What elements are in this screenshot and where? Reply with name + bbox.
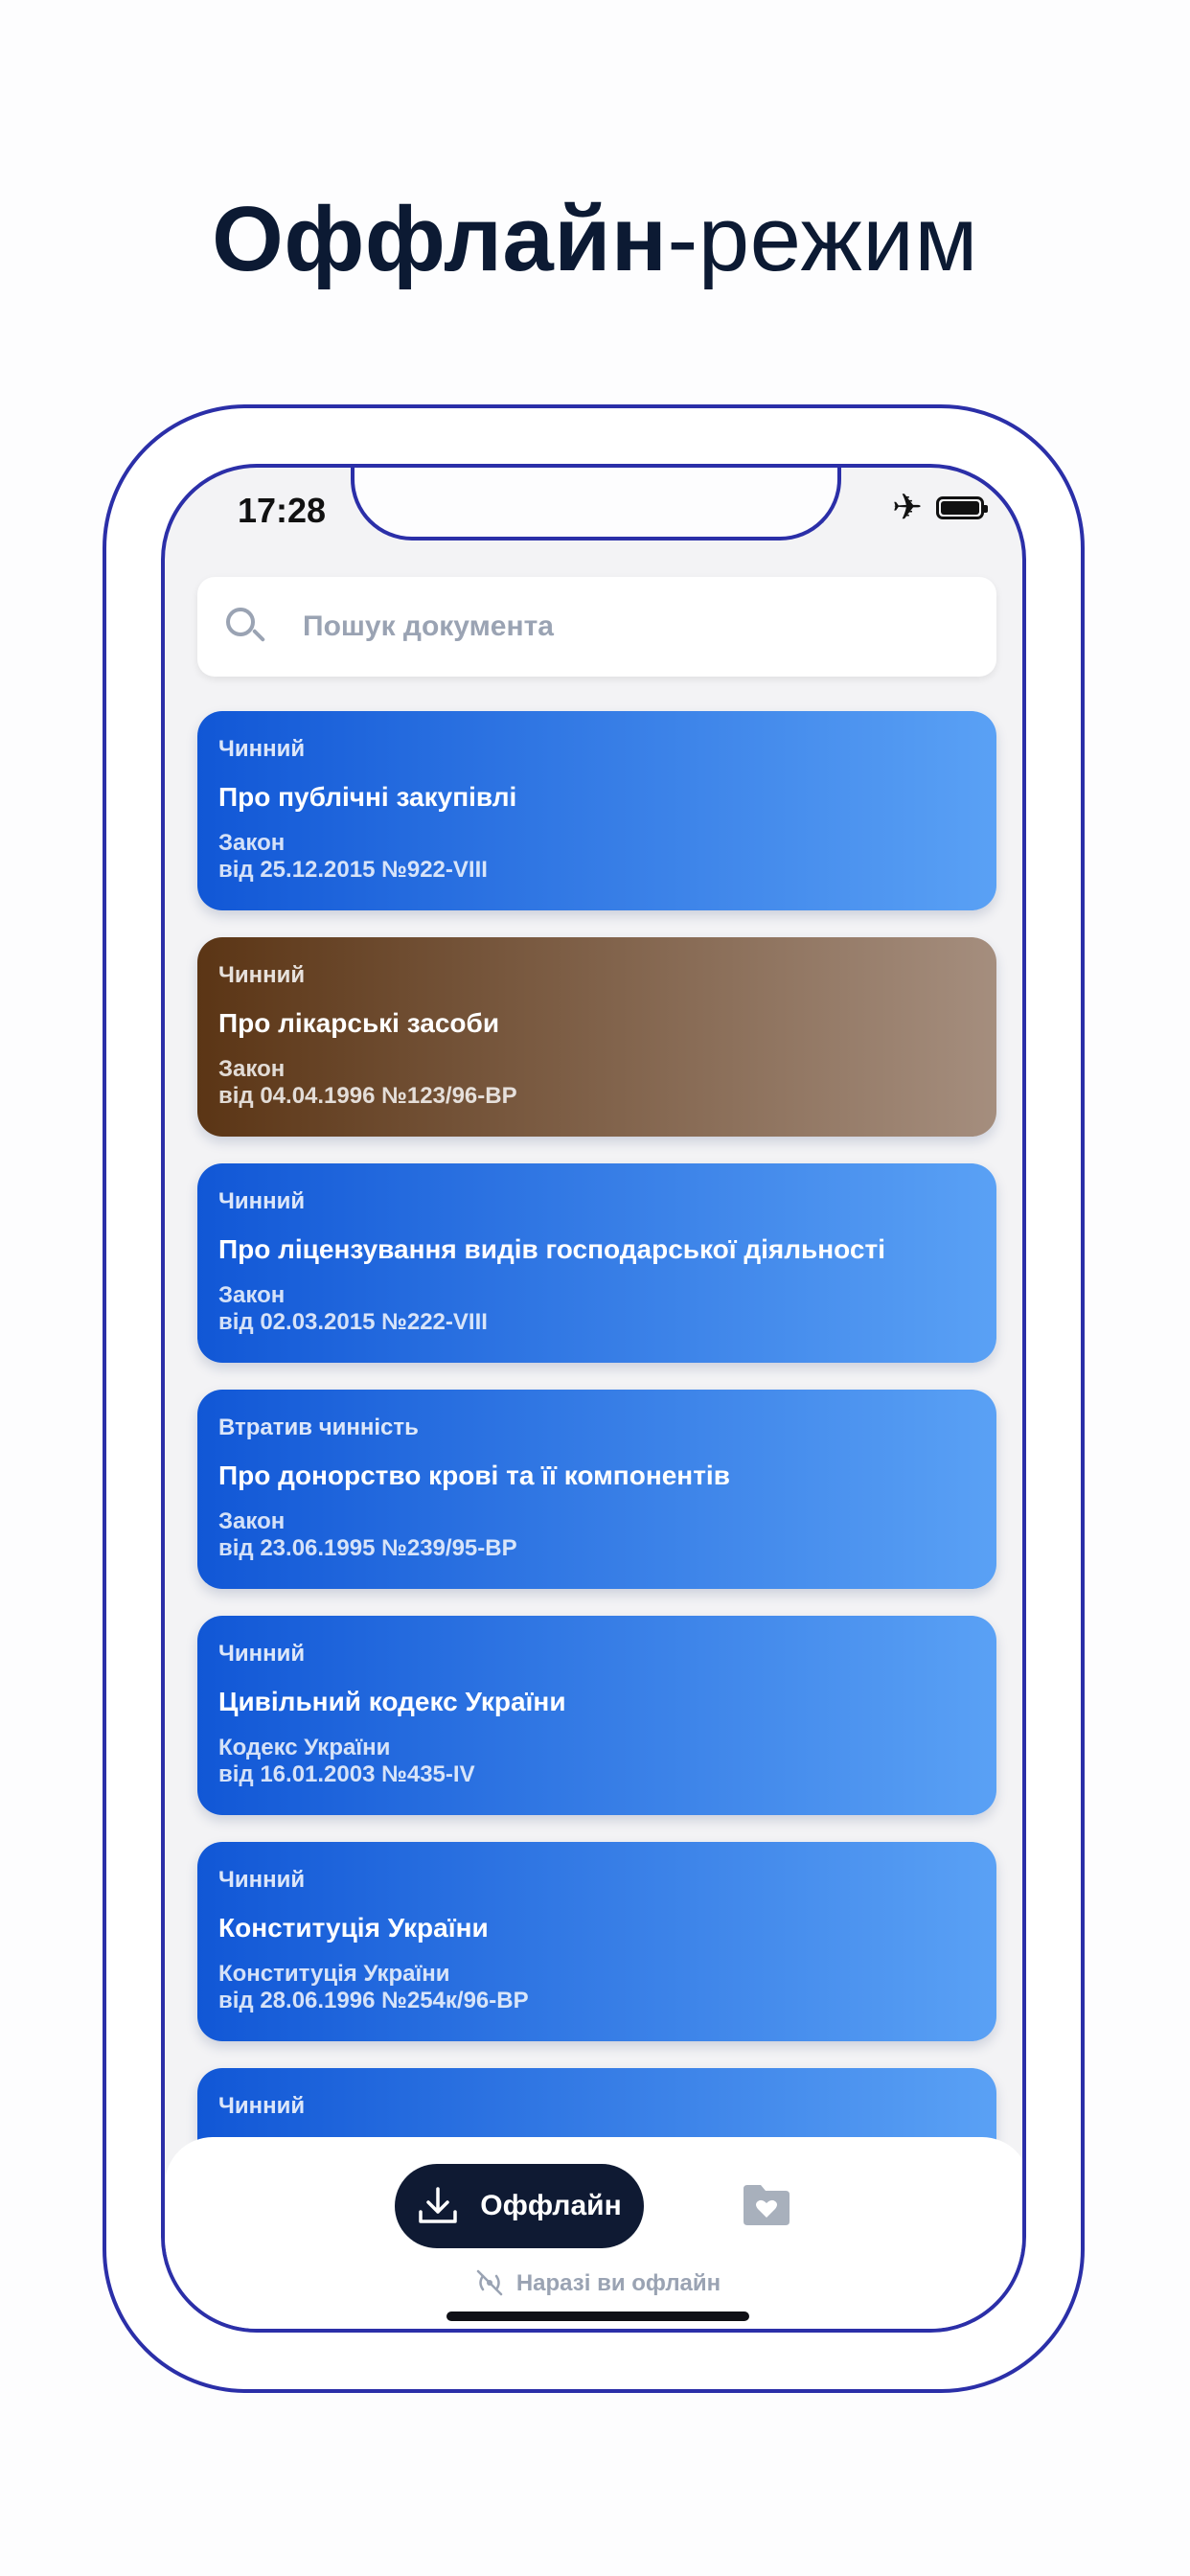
airplane-icon: ✈ (892, 488, 923, 528)
document-title: Про ліцензування видів господарської діяльності (218, 1234, 885, 1264)
document-type: Закон (218, 1282, 286, 1308)
document-card[interactable] (197, 1163, 996, 1363)
document-title: Конституція України (218, 1913, 489, 1943)
document-card[interactable] (197, 1390, 996, 1589)
document-type: Кодекс України (218, 1735, 391, 1760)
document-details: від 04.04.1996 №123/96-ВР (218, 1083, 517, 1109)
download-icon (417, 2185, 459, 2227)
notch (351, 464, 841, 540)
document-status: Чинний (218, 1641, 306, 1667)
offline-button[interactable] (395, 2164, 644, 2248)
search-input[interactable] (301, 610, 918, 644)
document-card[interactable] (197, 711, 996, 910)
battery-icon (936, 496, 984, 519)
search-bar[interactable] (197, 577, 996, 677)
phone-screen (161, 464, 1026, 2333)
document-status: Чинний (218, 1867, 306, 1893)
document-type: Закон (218, 1508, 286, 1534)
document-details: від 16.01.2003 №435-IV (218, 1761, 475, 1787)
document-status: Чинний (218, 736, 306, 762)
status-icons (892, 489, 984, 527)
document-status: Чинний (218, 962, 306, 988)
document-status: Чинний (218, 1188, 306, 1214)
document-status: Втратив чинність (218, 1414, 419, 1440)
document-type: Закон (218, 830, 286, 856)
document-card[interactable] (197, 1842, 996, 2041)
document-title: Цивільний кодекс України (218, 1687, 566, 1716)
document-details: від 02.03.2015 №222-VIII (218, 1309, 488, 1335)
offline-button-label: Оффлайн (480, 2190, 622, 2221)
document-details: від 23.06.1995 №239/95-ВР (218, 1535, 517, 1561)
document-card[interactable] (197, 1616, 996, 1815)
document-title: Про публічні закупівлі (218, 782, 517, 812)
headline-light: -режим (667, 188, 978, 290)
offline-status-text: Наразі ви офлайн (515, 2270, 721, 2296)
document-status: Чинний (218, 2093, 306, 2119)
document-card[interactable] (197, 937, 996, 1137)
headline-bold: Оффлайн (212, 188, 668, 290)
offline-status (165, 2267, 1026, 2298)
home-indicator (446, 2312, 749, 2321)
document-list (197, 711, 996, 2294)
favorite-folder-icon[interactable] (742, 2183, 791, 2227)
document-title: Про лікарські засоби (218, 1008, 500, 1038)
document-details: від 28.06.1996 №254к/96-ВР (218, 1988, 529, 2013)
headline (0, 182, 1190, 297)
document-details: від 25.12.2015 №922-VIII (218, 857, 488, 883)
document-title: Про донорство крові та її компонентів (218, 1460, 730, 1490)
no-connection-icon (474, 2267, 505, 2298)
status-time: 17:28 (238, 491, 327, 530)
bottom-navigation (165, 2137, 1026, 2329)
document-type: Закон (218, 1056, 286, 1082)
document-type: Конституція України (218, 1961, 450, 1987)
search-icon (226, 608, 264, 646)
